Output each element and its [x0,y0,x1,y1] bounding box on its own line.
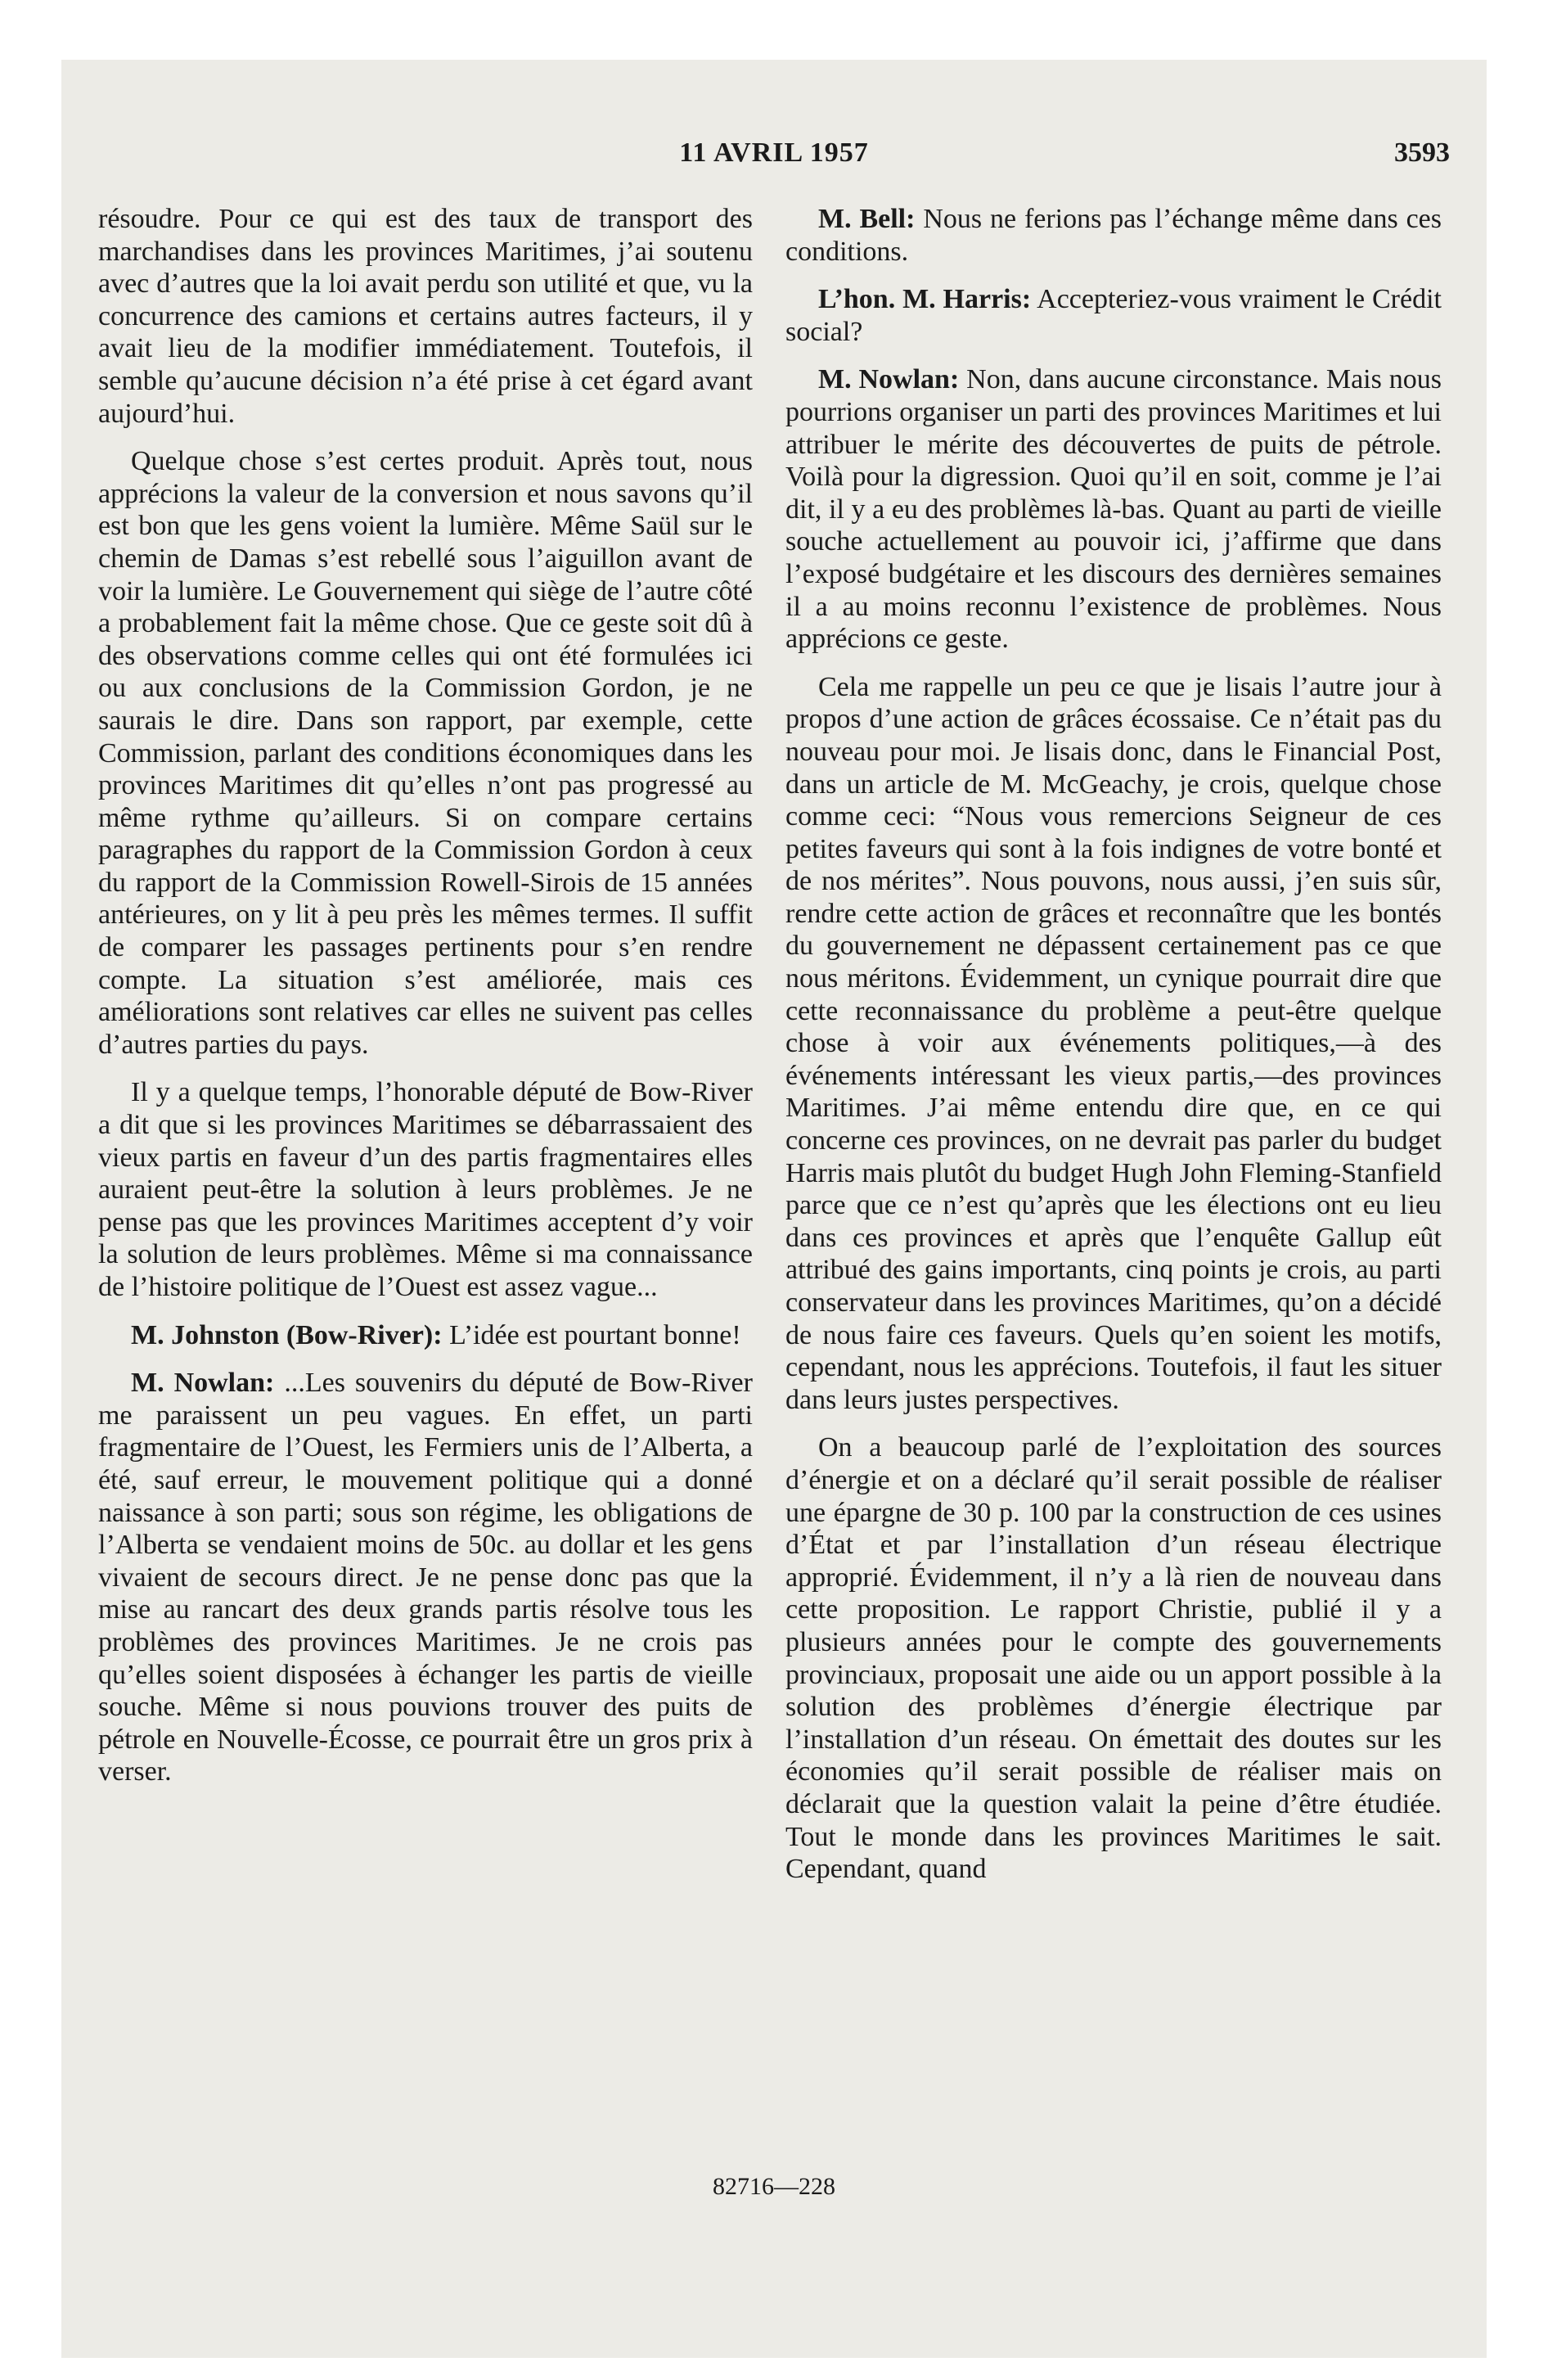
page-footer-code: 82716—228 [713,2173,835,2200]
speaker-name: M. Nowlan: [131,1368,275,1399]
speech-paragraph [785,283,1442,348]
header-date: 11 AVRIL 1957 [679,137,869,168]
left-column [98,203,753,1788]
speaker-name: M. Johnston (Bow-River): [131,1319,443,1350]
speaker-name: M. Nowlan: [818,364,960,395]
speech-text: Accepteriez-vous vraiment le Crédit social? [785,284,1442,347]
speaker-name: M. Bell: [818,204,916,234]
speech-paragraph [98,1367,753,1788]
speech-paragraph [98,1319,753,1352]
speech-text: Nous ne ferions pas l’échange même dans ces conditions. [785,204,1442,267]
speech-text: Non, dans aucune circonstance. Mais nous pourrions organiser un parti des provinces Maritimes et lui attribuer le mérite des découvertes de puits de pétrole. Voilà pour la digression. Quoi qu’il en soit, comme je l’ai dit, il y a eu des problèmes là-bas. Quant au parti de vieille souche actuellement au pouvoir ici, j’affirme que dans l’exposé budgétaire et les discours des dernières semaines il a au moins reconnu l’existence de problèmes. Nous apprécions ce geste. [785,364,1442,655]
speech-paragraph [785,203,1442,268]
page-number: 3593 [1394,137,1450,168]
paragraph: résoudre. Pour ce qui est des taux de transport des marchandises dans les provinces Maritimes, j’ai soutenu avec d’autres que la loi avait perdu son utilité et que, vu la concurrence des camions et certains autres facteurs, il y avait lieu de la modifier immédiatement. Toutefois, il semble qu’aucune décision n’a été prise à cet égard avant aujourd’hui. [98,204,753,429]
page-header [98,137,1450,178]
speaker-name: L’hon. M. Harris: [818,284,1032,315]
paragraph: Cela me rappelle un peu ce que je lisais l’autre jour à propos d’une action de grâces écossaise. Ce n’était pas du nouveau pour moi. Je lisais donc, dans le Financial Post, dans un article de M. McGeachy, je crois, quelque chose comme ceci: “Nous vous remercions Seigneur de ces petites faveurs qui sont à la fois indignes de votre bonté et de nos mérites”. Nous pouvons, nous aussi, j’en suis sûr, rendre cette action de grâces et reconnaître que les bontés du gouvernement ne dépassent certainement pas ce que nous méritons. Évidemment, un cynique pourrait dire que cette reconnaissance du problème a peut-être quelque chose à voir aux événements politiques,—à des événements intéressant les vieux partis,—des provinces Maritimes. J’ai même entendu dire que, en ce qui concerne ces provinces, on ne devrait pas parler du budget Harris mais plutôt du budget Hugh John Fleming-Stanfield parce que ce n’est qu’après que les élections ont eu lieu dans ces provinces et après que l’enquête Gallup eût attribué des gains importants, cinq points je crois, au parti conservateur dans les provinces Maritimes, qu’on a décidé de nous faire ces faveurs. Quels qu’en soient les motifs, cependant, nous les apprécions. Toutefois, il faut les situer dans leurs justes perspectives. [785,671,1442,1415]
paragraph: On a beaucoup parlé de l’exploitation des sources d’énergie et on a déclaré qu’il serait possible de réaliser une épargne de 30 p. 100 par la construction de ces usines d’État et par l’installation d’un réseau électrique approprié. Évidemment, il n’y a là rien de nouveau dans cette proposition. Le rapport Christie, publié il y a plusieurs années pour le compte des gouvernements provinciaux, proposait une aide ou un apport possible à la solution des problèmes d’énergie électrique par l’installation d’un réseau. On émettait des doutes sur les économies qu’il serait possible de réaliser mais on déclarait que la question valait la peine d’être étudiée. Tout le monde dans les provinces Maritimes le sait. Cependant, quand [785,1432,1442,1885]
paragraph: Il y a quelque temps, l’honorable député de Bow-River a dit que si les provinces Maritimes se débarrassaient des vieux partis en faveur d’un des partis fragmentaires elles auraient peut-être la solution à leurs problèmes. Je ne pense pas que les provinces Maritimes acceptent d’y voir la solution de leurs problèmes. Même si ma connaissance de l’histoire politique de l’Ouest est assez vague... [98,1077,753,1302]
paragraph: Quelque chose s’est certes produit. Après tout, nous apprécions la valeur de la conversion et nous savons qu’il est bon que les gens voient la lumière. Même Saül sur le chemin de Damas s’est rebellé sous l’aiguillon avant de voir la lumière. Le Gouvernement qui siège de l’autre côté a probablement fait la même chose. Que ce geste soit dû à des observations comme celles qui ont été formulées ici ou aux conclusions de la Commission Gordon, je ne saurais le dire. Dans son rapport, par exemple, cette Commission, parlant des conditions économiques dans les provinces Maritimes dit qu’elles n’ont pas progressé au même rythme qu’ailleurs. Si on compare certains paragraphes du rapport de la Commission Gordon à ceux du rapport de la Commission Rowell-Sirois de 15 années antérieures, on y lit à peu près les mêmes termes. Il suffit de comparer les passages pertinents pour s’en rendre compte. La situation s’est améliorée, mais ces améliorations sont relatives car elles ne suivent pas celles d’autres parties du pays. [98,446,753,1060]
speech-text: L’idée est pourtant bonne! [442,1319,741,1350]
right-column [785,203,1442,1886]
speech-paragraph [785,363,1442,655]
speech-text: ...Les souvenirs du député de Bow-River me paraissent un peu vagues. En effet, un parti fragmentaire de l’Ouest, les Fermiers unis de l’Alberta, a été, sauf erreur, le mouvement politique qui a donné naissance à son parti; sous son régime, les obligations de l’Alberta se vendaient moins de 50c. au dollar et les gens vivaient de secours direct. Je ne pense donc pas que la mise au rancart des deux grands partis résolve tous les problèmes des provinces Maritimes. Je ne crois pas qu’elles soient disposées à échanger les partis de vieille souche. Même si nous pouvions trouver des puits de pétrole en Nouvelle-Écosse, ce pourrait être un gros prix à verser. [98,1368,753,1787]
